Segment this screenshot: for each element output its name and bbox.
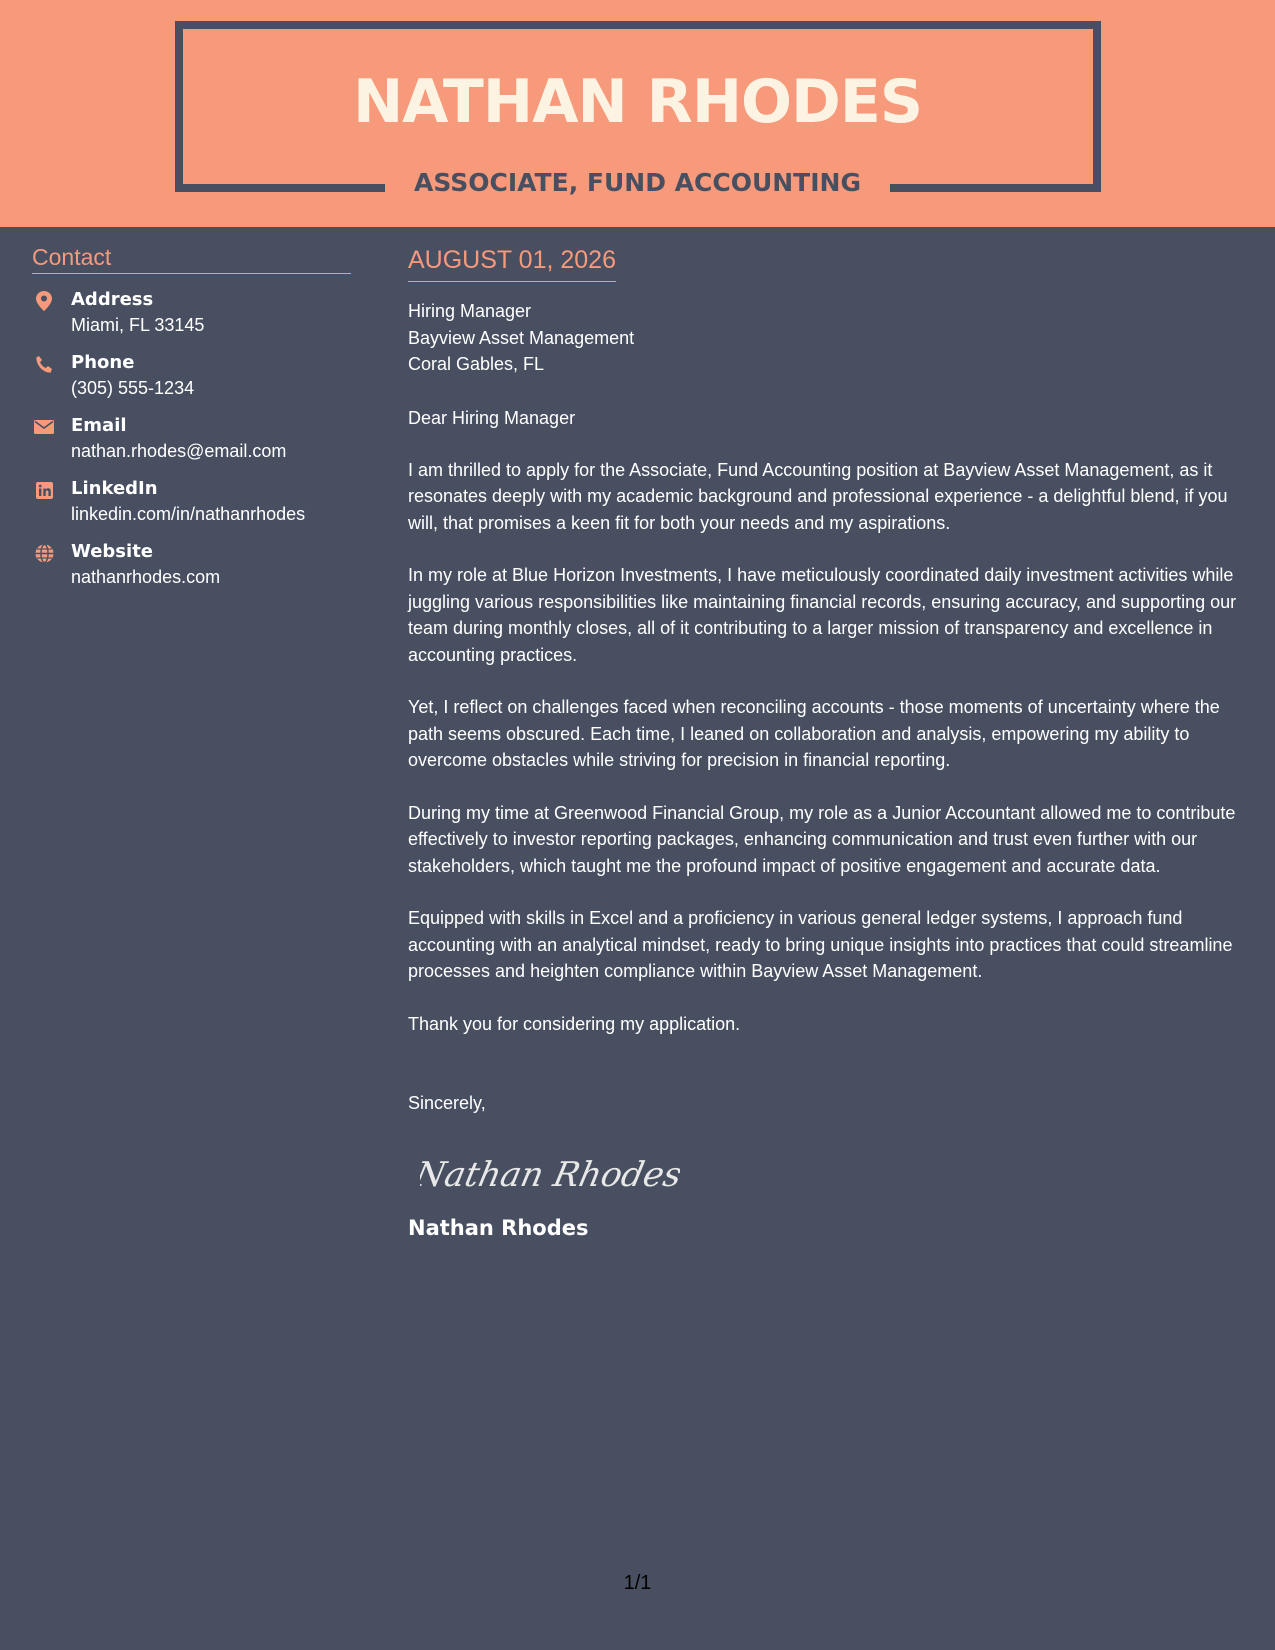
applicant-name: NATHAN RHODES	[352, 67, 923, 137]
map-pin-icon	[34, 291, 54, 311]
contact-value: linkedin.com/in/nathanrhodes	[71, 504, 306, 524]
letter-date: AUGUST 01, 2026	[408, 244, 616, 282]
contact-item-website	[32, 540, 351, 603]
contact-item-linkedin	[32, 477, 351, 540]
contact-label: Address	[71, 289, 154, 310]
handwritten-signature	[420, 1144, 1248, 1204]
signer-name: Nathan Rhodes	[408, 1216, 589, 1240]
contact-value: nathanrhodes.com	[71, 567, 221, 587]
recipient-block	[408, 298, 1248, 378]
salutation: Dear Hiring Manager	[408, 407, 576, 428]
linkedin-icon	[34, 480, 54, 500]
contact-item-address	[32, 288, 351, 351]
contact-sidebar	[32, 243, 351, 603]
header-banner	[0, 0, 1275, 227]
contact-value: nathan.rhodes@email.com	[71, 441, 287, 461]
contact-label: LinkedIn	[71, 478, 158, 499]
phone-icon	[34, 354, 54, 374]
globe-icon	[34, 543, 54, 563]
letter-paragraph: Equipped with skills in Excel and a proficiency in various general ledger systems, I approach fund accounting with an analytical mindset, ready to bring unique insights into practices that could streamline processes and heighten compliance within Bayview Asset Management.	[408, 908, 1233, 981]
letter-paragraph: Thank you for considering my application.	[408, 1013, 741, 1034]
letter-paragraph: During my time at Greenwood Financial Group, my role as a Junior Accountant allowed me to contribute effectively to investor reporting packages, enhancing communication and trust even further with our stakeholders, which taught me the profound impact of positive engagement and accurate data.	[408, 802, 1236, 876]
letter-paragraph: In my role at Blue Horizon Investments, I have meticulously coordinated daily investment activities while juggling various responsibilities like maintaining financial records, ensuring accuracy, and supporting our team during monthly closes, all of it contributing to a larger mission of transparency and excellence in accounting practices.	[408, 565, 1237, 665]
letter-paragraph: Yet, I reflect on challenges faced when reconciling accounts - those moments of uncertainty where the path seems obscured. Each time, I leaned on collaboration and analysis, empowering my ability to overcome obstacles while striving for precision in financial reporting.	[408, 697, 1220, 770]
recipient-line: Bayview Asset Management	[408, 327, 635, 348]
contact-item-phone	[32, 351, 351, 414]
recipient-line: Coral Gables, FL	[408, 354, 545, 374]
closing: Sincerely,	[408, 1093, 486, 1113]
letter-body	[408, 244, 1248, 1242]
job-title: ASSOCIATE, FUND ACCOUNTING	[414, 168, 861, 197]
email-icon	[34, 417, 54, 437]
page-number: 1/1	[623, 1572, 652, 1594]
contact-list	[32, 288, 351, 603]
contact-label: Website	[71, 541, 154, 562]
contact-label: Email	[71, 415, 127, 436]
contact-heading: Contact	[32, 243, 351, 274]
signature-text: Nathan Rhodes	[420, 1155, 680, 1195]
contact-label: Phone	[71, 352, 135, 373]
contact-item-email	[32, 414, 351, 477]
recipient-line: Hiring Manager	[408, 301, 532, 321]
letter-paragraph: I am thrilled to apply for the Associate, Fund Accounting position at Bayview Asset Management, as it resonates deeply with my academic background and professional experience - a delightful blend, if you will, that promises a keen fit for both your needs and my aspirations.	[408, 459, 1228, 533]
contact-value: (305) 555-1234	[71, 378, 195, 398]
contact-value: Miami, FL 33145	[71, 315, 205, 335]
